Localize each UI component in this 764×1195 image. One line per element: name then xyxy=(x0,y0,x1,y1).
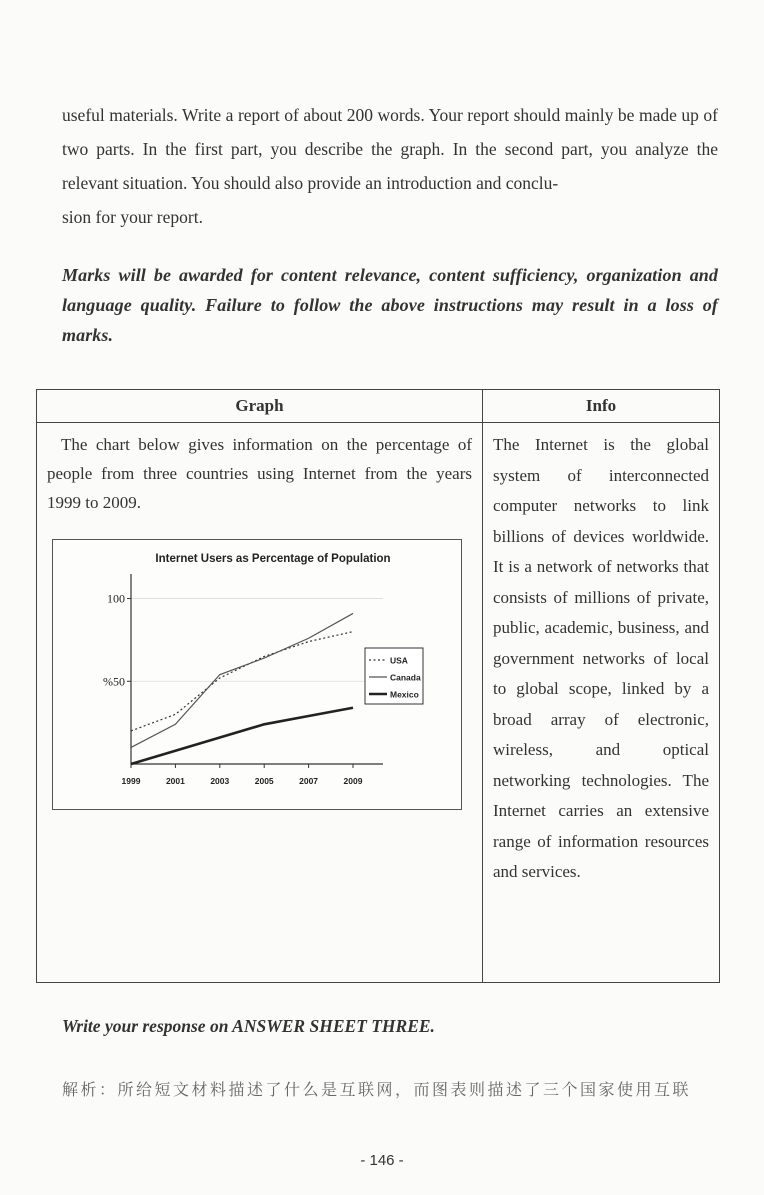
series-line-canada xyxy=(131,613,353,747)
column-divider xyxy=(482,390,483,982)
task-table xyxy=(36,389,720,983)
table-header-row xyxy=(37,390,719,423)
series-line-mexico xyxy=(131,708,353,764)
legend-label-usa: USA xyxy=(390,655,408,666)
internet-users-chart xyxy=(52,539,462,810)
graph-header: Graph xyxy=(235,396,284,415)
info-header: Info xyxy=(585,396,617,415)
graph-description: The chart below gives information on the percentage of people from three countries using Internet from the years 1999 to 2009. xyxy=(47,435,472,512)
legend-label-canada: Canada xyxy=(390,672,421,683)
info-text: The Internet is the global system of interconnected computer networks to link billions of devices worldwide. It is a network of networks that consists of millions of private, public, academic, business, and government networks of local to global scope, linked by a broad array of electronic, wireless, and optical networking technologies. The Internet carries an extensive range of information resources and services. xyxy=(493,435,709,881)
x-tick-label: 2005 xyxy=(254,776,274,786)
x-tick-label: 1999 xyxy=(121,776,141,786)
x-tick-label: 2003 xyxy=(210,776,230,786)
legend-label-mexico: Mexico xyxy=(390,689,419,700)
x-tick-label: 2009 xyxy=(343,776,363,786)
y-tick-label: 100 xyxy=(107,591,125,606)
chart-svg xyxy=(53,540,461,809)
answer-instruction: Write your response on ANSWER SHEET THREE. xyxy=(62,1016,435,1036)
chart-title: Internet Users as Percentage of Population xyxy=(155,553,391,565)
marks-note: Marks will be awarded for content relevance, content sufficiency, organization and language quality. Failure to follow the above instructions may result in a loss of marks. xyxy=(62,265,718,345)
page-number: - 146 - xyxy=(360,1152,404,1169)
intro-paragraph: useful materials. Write a report of about 200 words. Your report should mainly be made up of two parts. In the first part, you describe the graph. In the second part, you analyze the relevant situation. You should also provide an introduction and conclu- sion for your report. xyxy=(62,105,718,227)
y-tick-label: %50 xyxy=(103,674,125,689)
x-tick-label: 2007 xyxy=(299,776,319,786)
x-tick-label: 2001 xyxy=(165,776,185,786)
analysis-text: 解析：所给短文材料描述了什么是互联网，而图表则描述了三个国家使用互联 xyxy=(62,1080,692,1099)
